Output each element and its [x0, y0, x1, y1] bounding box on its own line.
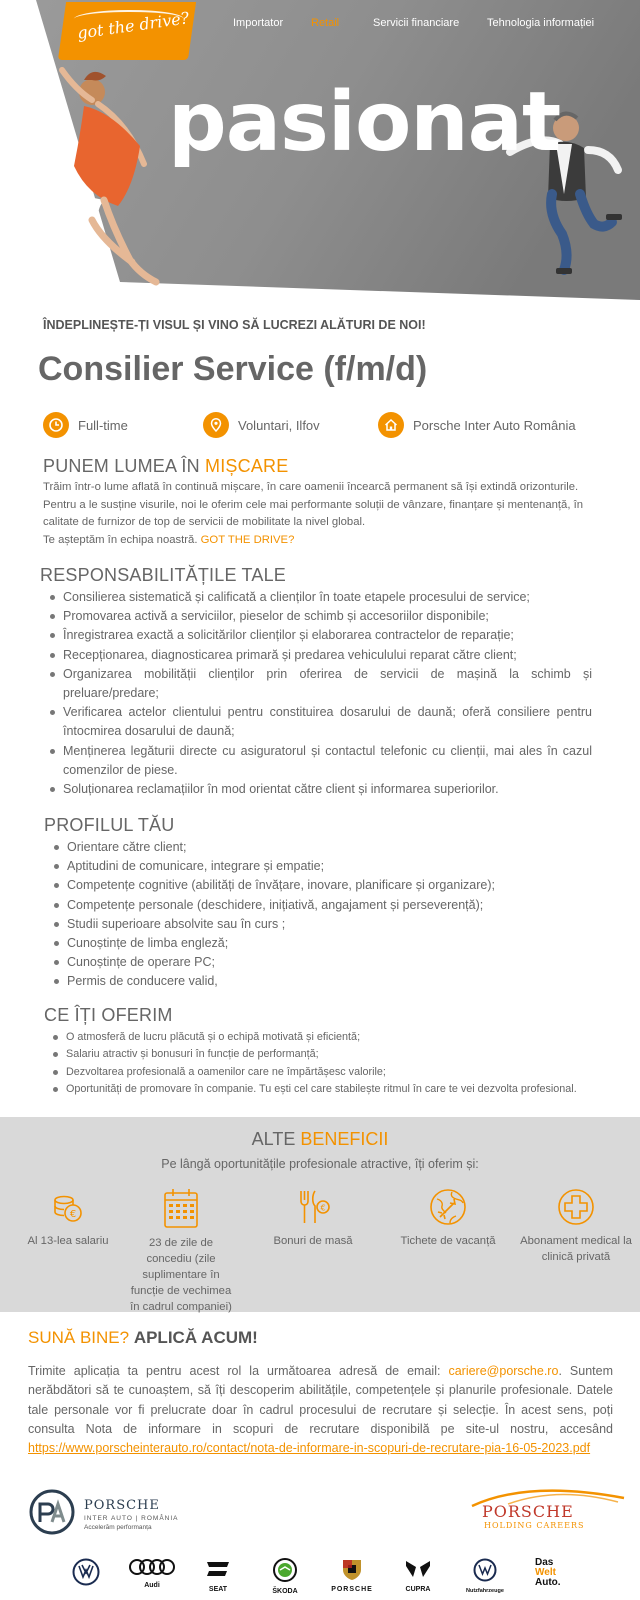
- vw-commercial-icon: [471, 1558, 499, 1582]
- porsche-crest-icon: [322, 1558, 382, 1580]
- intro-paragraph: [43, 479, 591, 549]
- dwa-das: Das: [535, 1557, 554, 1568]
- hero-banner: [0, 0, 640, 305]
- meta-company: [378, 412, 576, 438]
- benefits-heading: [0, 1129, 640, 1150]
- benefit-item: [253, 1187, 373, 1249]
- intro-text: Trăim într-o lume aflată în continuă mișcare, în care oamenii încearcă permanent să își extindă orizonturile. Pentru a le susține visurile, noi le oferim cele mai performante soluții de vânzare, finanțare și mentenanță, în calitate de furnizor de top de servicii de mobilitate la nivel global.: [43, 481, 584, 528]
- globe-plane-icon: [428, 1187, 468, 1227]
- list-item: Orientare către client;: [51, 838, 596, 857]
- dwa-welt: Welt: [535, 1567, 556, 1578]
- pia-emblem-icon: [28, 1488, 76, 1536]
- benefit-label: Al 13-lea salariu: [27, 1235, 109, 1247]
- dwa-auto: Auto.: [535, 1577, 561, 1588]
- meta-location: [203, 412, 320, 438]
- benefit-item: [121, 1187, 241, 1315]
- apply-heading-accent: SUNĂ BINE?: [28, 1328, 134, 1347]
- list-item: Soluționarea reclamațiilor în mod orientat către client și informarea superiorilor.: [47, 780, 592, 799]
- seat-logo[interactable]: [204, 1558, 232, 1593]
- clock-icon: [43, 412, 69, 438]
- nav-tehnologia-informatiei[interactable]: Tehnologia informației: [487, 17, 595, 29]
- list-item: Competențe cognitive (abilități de învățare, inovare, planificare și organizare);: [51, 876, 596, 895]
- porsche-label: PORSCHE: [331, 1586, 373, 1593]
- skoda-logo[interactable]: [272, 1558, 298, 1595]
- coins-icon: [48, 1187, 88, 1227]
- offer-list: [50, 1029, 595, 1098]
- benefit-label: 23 de zile de concediu (zile suplimentare în funcție de vechimea în cadrul companiei): [130, 1237, 232, 1313]
- audi-logo[interactable]: [128, 1558, 176, 1589]
- benefit-item: [517, 1187, 635, 1265]
- apply-paragraph: [28, 1362, 613, 1458]
- list-item: Cunoștințe de limba engleză;: [51, 934, 596, 953]
- benefits-subtitle: Pe lângă oportunitățile profesionale atractive, îți oferim și:: [161, 1157, 479, 1171]
- seat-icon: [204, 1558, 232, 1580]
- vw-commercial-label: Nutzfahrzeuge: [466, 1588, 504, 1594]
- list-item: Organizarea mobilității clienților prin oferirea de servicii de mașină la schimb și preluare/predare;: [47, 665, 592, 703]
- nav-servicii-financiare[interactable]: Servicii financiare: [373, 17, 460, 29]
- intro-callout: [43, 532, 591, 550]
- meta-location-text: Voluntari, Ilfov: [238, 417, 320, 433]
- intro-callout-text: Te așteptăm în echipa noastră.: [43, 533, 201, 546]
- intro-callout-accent: GOT THE DRIVE?: [200, 533, 295, 546]
- brand-logos-row: [0, 1558, 640, 1594]
- apply-text-after-email: . Suntem nerăbdători să te cunoaștem, să îți descoperim abilitățile, competențele și planurile profesionale. Datele tale personale vor fi prelucrate doar în cadrul procesului de recrutare și selecție. În acest sens, poți consulta Nota de informare in scopuri de recrutare disponibilă pe site-ul nostru, accesând: [28, 1364, 613, 1436]
- skoda-label: ŠKODA: [272, 1588, 298, 1595]
- apply-heading: [28, 1328, 258, 1348]
- pia-logo-line2: INTER AUTO | ROMÂNIA: [84, 1515, 179, 1522]
- pia-logo-name: PORSCHE: [84, 1498, 160, 1513]
- benefit-label: Tichete de vacanță: [400, 1235, 496, 1247]
- intro-heading-accent: MIȘCARE: [205, 456, 289, 476]
- offer-heading: CE ÎȚI OFERIM: [44, 1005, 173, 1025]
- list-item: Studii superioare absolvite sau în curs ;: [51, 915, 596, 934]
- list-item: Înregistrarea exactă a solicitărilor clienților și elaborarea contractelor de reparație;: [47, 626, 592, 645]
- list-item: Salariu atractiv și bonusuri în funcție de performanță;: [50, 1046, 595, 1063]
- careers-logo-line2: HOLDING CAREERS: [484, 1521, 585, 1530]
- meta-employment-type: [43, 412, 128, 438]
- cupra-logo[interactable]: [404, 1558, 432, 1593]
- vw-icon: [72, 1558, 100, 1586]
- porsche-brand-logo[interactable]: [322, 1558, 382, 1593]
- audi-rings-icon: [128, 1558, 176, 1576]
- list-item: Permis de conducere valid,: [51, 972, 596, 991]
- benefit-label: Bonuri de masă: [273, 1235, 353, 1247]
- svg-text:€: €: [69, 1209, 77, 1220]
- seat-label: SEAT: [208, 1586, 228, 1593]
- benefit-item: [8, 1187, 128, 1249]
- privacy-note-link[interactable]: https://www.porscheinterauto.ro/contact/nota-de-informare-in-scopuri-de-recrutare-pia-16-05-2023.pdf: [28, 1441, 591, 1456]
- list-item: Aptitudini de comunicare, integrare și empatie;: [51, 857, 596, 876]
- nav-importator[interactable]: Importator: [233, 17, 284, 29]
- benefit-item: [388, 1187, 508, 1249]
- responsibilities-list: [47, 588, 592, 799]
- hero-word: pasionat: [168, 75, 561, 170]
- audi-label: Audi: [144, 1582, 160, 1589]
- list-item: Verificarea actelor clientului pentru constituirea dosarului de daună; oferă consiliere pentru întocmirea dosarului de daună;: [47, 703, 592, 741]
- porsche-holding-careers-logo[interactable]: [468, 1484, 628, 1534]
- cupra-label: CUPRA: [405, 1586, 431, 1593]
- list-item: Cunoștințe de operare PC;: [51, 953, 596, 972]
- nav-retail[interactable]: Retail: [311, 17, 340, 29]
- location-pin-icon: [203, 412, 229, 438]
- profile-heading: PROFILUL TĂU: [44, 815, 175, 835]
- benefits-section: [0, 1117, 640, 1312]
- list-item: Recepționarea, diagnosticarea primară și predarea vehiculului reparat către client;: [47, 646, 592, 665]
- medical-cross-icon: [556, 1187, 596, 1227]
- skoda-icon: [272, 1558, 298, 1582]
- logo-text: got the drive?: [75, 8, 191, 43]
- apply-email-link[interactable]: cariere@porsche.ro: [448, 1364, 559, 1378]
- home-icon: [378, 412, 404, 438]
- kicker-text: ÎNDEPLINEȘTE-ȚI VISUL ȘI VINO SĂ LUCREZI ALĂTURI DE NOI!: [43, 318, 426, 332]
- volkswagen-logo[interactable]: [72, 1558, 100, 1591]
- benefits-heading-accent: BENEFICII: [300, 1129, 389, 1149]
- apply-heading-main: APLICĂ ACUM!: [133, 1328, 258, 1347]
- apply-text-before-email: Trimite aplicația ta pentru acest rol la următoarea adresă de email:: [28, 1364, 449, 1378]
- job-title: Consilier Service (f/m/d): [38, 350, 428, 388]
- cupra-icon: [404, 1558, 432, 1580]
- responsibilities-heading: RESPONSABILITĂȚILE TALE: [40, 565, 287, 585]
- pia-logo-line3: Accelerăm performanța: [84, 1524, 152, 1531]
- svg-text:€: €: [320, 1203, 326, 1213]
- meta-employment-type-text: Full-time: [78, 417, 128, 433]
- porsche-inter-auto-logo[interactable]: [28, 1488, 179, 1541]
- vw-commercial-logo[interactable]: [466, 1558, 504, 1594]
- intro-heading: [43, 456, 288, 477]
- das-weltauto-logo[interactable]: [535, 1558, 561, 1588]
- got-the-drive-logo[interactable]: [58, 2, 196, 60]
- calendar-icon: [161, 1187, 201, 1231]
- fork-knife-icon: [293, 1187, 333, 1227]
- list-item: Consilierea sistematică și calificată a clienților în toate etapele procesului de service;: [47, 588, 592, 607]
- list-item: Menținerea legăturii directe cu asiguratorul și contactul telefonic cu clienții, mai ales în cazul comenzilor de piese.: [47, 742, 592, 780]
- list-item: O atmosferă de lucru plăcută și o echipă motivată și eficientă;: [50, 1029, 595, 1046]
- careers-logo-name: PORSCHE: [482, 1502, 574, 1521]
- list-item: Oportunități de promovare în companie. Tu ești cel care stabilește ritmul în care te vei dezvolta profesional.: [50, 1081, 595, 1098]
- profile-list: [51, 838, 596, 992]
- meta-company-text: Porsche Inter Auto România: [413, 417, 576, 433]
- list-item: Promovarea activă a serviciilor, pieselor de schimb și accesoriilor disponibile;: [47, 607, 592, 626]
- benefits-heading-part1: ALTE: [251, 1129, 301, 1149]
- list-item: Dezvoltarea profesională a oamenilor care ne împărtășesc valorile;: [50, 1064, 595, 1081]
- benefit-label: Abonament medical la clinică privată: [520, 1235, 632, 1263]
- intro-heading-part1: PUNEM LUMEA ÎN: [43, 456, 206, 476]
- list-item: Competențe personale (deschidere, inițiativă, angajament și perseverență);: [51, 896, 596, 915]
